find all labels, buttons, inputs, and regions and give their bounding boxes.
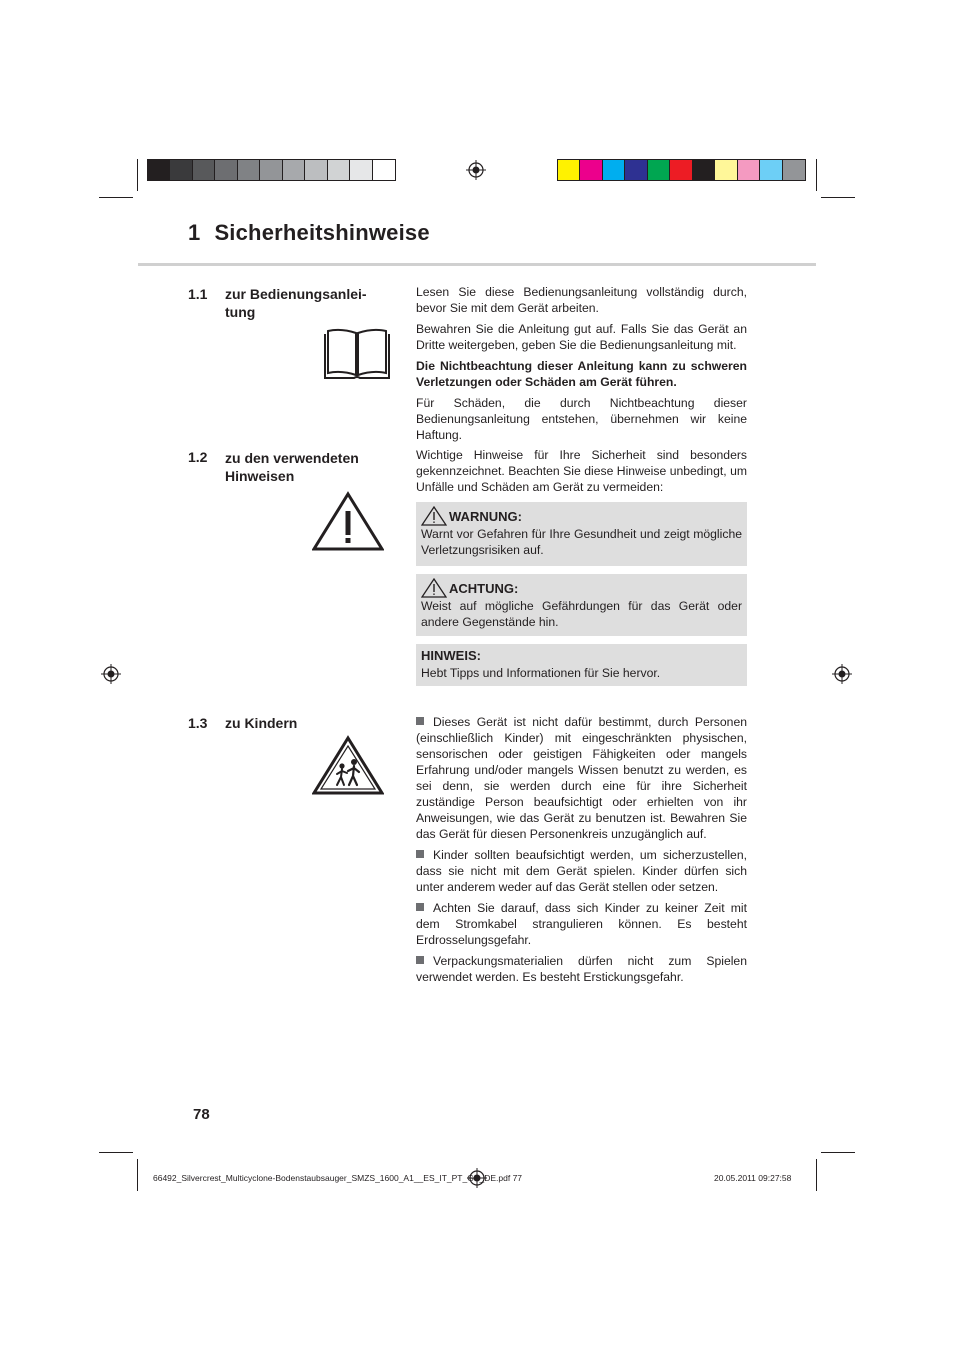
chapter-heading (188, 220, 430, 246)
section-title: zu den verwendeten Hinweisen (225, 450, 359, 484)
warning-triangle-icon (312, 491, 384, 551)
color-swatch (648, 160, 670, 180)
registration-mark-icon (101, 664, 121, 684)
color-swatch (373, 160, 395, 180)
crop-mark (821, 1152, 855, 1153)
color-swatch (305, 160, 327, 180)
color-swatch (283, 160, 305, 180)
registration-mark-icon (832, 664, 852, 684)
color-swatch (170, 160, 192, 180)
bullet-item (416, 847, 747, 895)
bullet-text: Dieses Gerät ist nicht dafür bestimmt, durch Personen (einschließlich Kinder) mit eingeschränkten physischen, sensorischen oder geistigen Fähigkeiten oder mangels Erfahrung und/oder mangels Wissen benutzt zu werden, es sei denn, sie werden durch eine für ihre Sicherheit zuständige Person beaufsichtigt oder erhielten von ihr Anweisungen, wie das Gerät zu benutzen ist. Bewahren Sie das Gerät für diesen Personenkreis unzugänglich auf. (416, 715, 747, 841)
chapter-title: Sicherheitshinweise (214, 220, 430, 245)
crop-mark (137, 1159, 138, 1191)
hint-notice (416, 644, 747, 686)
heading-rule (138, 263, 816, 266)
color-swatch (328, 160, 350, 180)
paragraph-bold: Die Nichtbeachtung dieser Anleitung kann zu schweren Verletzungen oder Schäden am Gerät führen. (416, 359, 747, 389)
color-swatch (193, 160, 215, 180)
color-swatch (670, 160, 692, 180)
color-swatch (148, 160, 170, 180)
color-swatch (715, 160, 737, 180)
section-number: 1.3 (188, 715, 208, 731)
chapter-number: 1 (188, 220, 201, 245)
color-swatch (693, 160, 715, 180)
notice-label: WARNUNG: (449, 508, 522, 524)
bullet-text: Verpackungsmaterialien dürfen nicht zum Spielen verwendet werden. Es besteht Erstickungsgefahr. (416, 954, 747, 984)
crop-mark (99, 1152, 133, 1153)
bullet-item (416, 714, 747, 842)
bullet-square-icon (416, 850, 424, 858)
notice-text: Warnt vor Gefahren für Ihre Gesundheit und zeigt mögliche Verletzungsrisiken auf. (421, 527, 742, 557)
page-number: 78 (193, 1106, 210, 1123)
notice-label: HINWEIS: (421, 648, 481, 663)
crop-mark (816, 159, 817, 191)
color-swatch (238, 160, 260, 180)
bullet-text: Achten Sie darauf, dass sich Kinder zu keiner Zeit mit dem Stromkabel strangulieren können. Es besteht Erdrosselungsgefahr. (416, 901, 747, 947)
paragraph: Für Schäden, die durch Nichtbeachtung dieser Bedienungsanleitung entstehen, übernehmen wir keine Haftung. (416, 396, 747, 442)
color-swatch (215, 160, 237, 180)
bullet-text: Kinder sollten beaufsichtigt werden, um sicherzustellen, dass sie nicht mit dem Gerät spielen. Kinder dürfen sich unter anderem weder auf das Gerät stellen oder setzen. (416, 848, 747, 894)
crop-mark (821, 197, 855, 198)
color-swatch (580, 160, 602, 180)
section-title: zur Bedienungsanlei- tung (225, 286, 367, 320)
footer-timestamp: 20.05.2011 09:27:58 (714, 1173, 792, 1183)
footer-filename: 66492_Silvercrest_Multicyclone-Bodenstaubsauger_SMZS_1600_A1__ES_IT_PT_GB_DE.pdf 77 (153, 1173, 523, 1183)
section-number: 1.2 (188, 449, 208, 465)
warning-triangle-icon (421, 506, 447, 526)
crop-mark (137, 159, 138, 191)
bullet-square-icon (416, 956, 424, 964)
color-swatch (603, 160, 625, 180)
process-color-bar (557, 159, 806, 181)
section-title: zu Kindern (225, 715, 298, 731)
section-number: 1.1 (188, 286, 208, 302)
warning-notice (416, 502, 747, 566)
color-swatch (783, 160, 805, 180)
book-icon (323, 327, 391, 380)
color-swatch (738, 160, 760, 180)
color-swatch (760, 160, 782, 180)
bullet-square-icon (416, 903, 424, 911)
paragraph: Bewahren Sie die Anleitung gut auf. Falls Sie das Gerät an Dritte weitergeben, geben Sie die Bedienungsanleitung mit. (416, 322, 747, 352)
warning-triangle-icon (421, 578, 447, 598)
bullet-item (416, 900, 747, 948)
notice-text: Weist auf mögliche Gefährdungen für das Gerät oder andere Gegenstände hin. (421, 599, 742, 629)
grayscale-color-bar (147, 159, 396, 181)
crop-mark (816, 1159, 817, 1191)
crop-mark (99, 197, 133, 198)
color-swatch (558, 160, 580, 180)
bullet-square-icon (416, 717, 424, 725)
color-swatch (625, 160, 647, 180)
color-swatch (350, 160, 372, 180)
paragraph: Wichtige Hinweise für Ihre Sicherheit sind besonders gekennzeichnet. Beachten Sie diese Hinweise unbedingt, um Unfälle und Schäden am Gerät zu vermeiden: (416, 448, 747, 494)
notice-text: Hebt Tipps und Informationen für Sie hervor. (421, 666, 661, 680)
bullet-item (416, 953, 747, 985)
paragraph: Lesen Sie diese Bedienungsanleitung vollständig durch, bevor Sie mit dem Gerät arbeiten. (416, 285, 747, 315)
registration-mark-icon (466, 160, 486, 180)
color-swatch (260, 160, 282, 180)
caution-notice (416, 574, 747, 636)
children-warning-icon (312, 735, 384, 795)
notice-label: ACHTUNG: (449, 580, 519, 596)
